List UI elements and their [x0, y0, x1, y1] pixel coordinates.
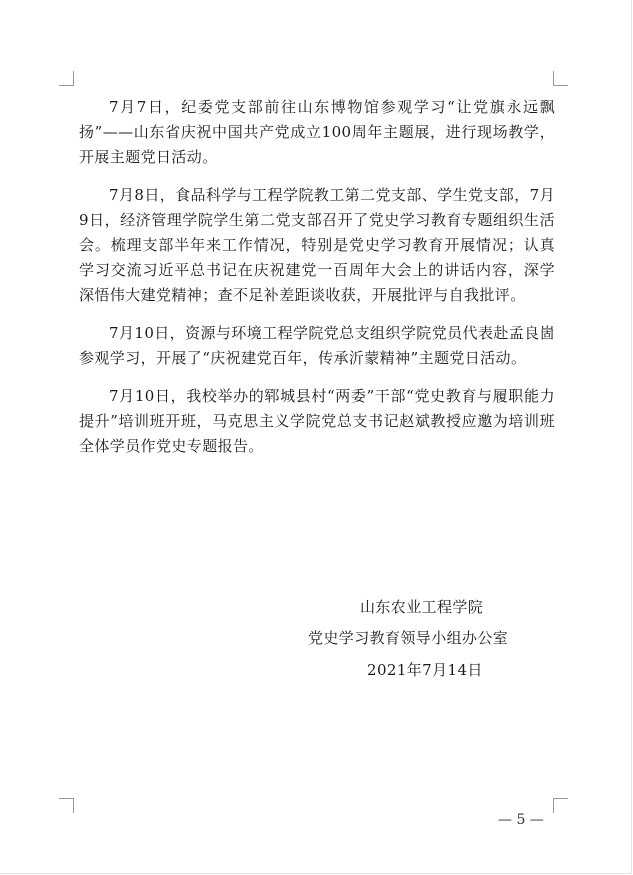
crop-mark-top-right: [553, 71, 568, 86]
page-number: — 5 —: [498, 812, 544, 828]
signature-organization: 山东农业工程学院: [360, 598, 484, 616]
paragraph-july-8-9: 7月8日，食品科学与工程学院教工第二党支部、学生党支部，7月9日，经济管理学院学生第二党支部召开了党史学习教育专题组织生活会。梳理支部半年来工作情况，特别是党史学习教育开展情况；认真学习交流习近平总书记在庆祝建党一百周年大会上的讲话内容，深学深悟伟大建党精神；查不足补差距谈收获，开展批评与自我批评。: [79, 186, 555, 304]
paragraph-july-10-training: 7月10日，我校举办的郓城县村“两委”干部“党史教育与履职能力提升”培训班开班，马克思主义学院党总支书记赵斌教授应邀为培训班全体学员作党史专题报告。: [79, 387, 555, 455]
paragraph-july-10-resources: 7月10日，资源与环境工程学院党总支组织学院党员代表赴孟良崮参观学习，开展了“庆祝建党百年，传承沂蒙精神”主题党日活动。: [79, 324, 555, 367]
signature-date: 2021年7月14日: [367, 661, 483, 679]
signature-office: 党史学习教育领导小组办公室: [308, 629, 509, 647]
paragraph-july-7: 7月7日，纪委党支部前往山东博物馆参观学习“让党旗永远飘扬”——山东省庆祝中国共产党成立100周年主题展，进行现场教学，开展主题党日活动。: [79, 98, 555, 166]
crop-mark-bottom-left: [59, 798, 74, 813]
crop-mark-bottom-right: [553, 798, 568, 813]
crop-mark-top-left: [59, 71, 74, 86]
document-body: [79, 95, 555, 472]
